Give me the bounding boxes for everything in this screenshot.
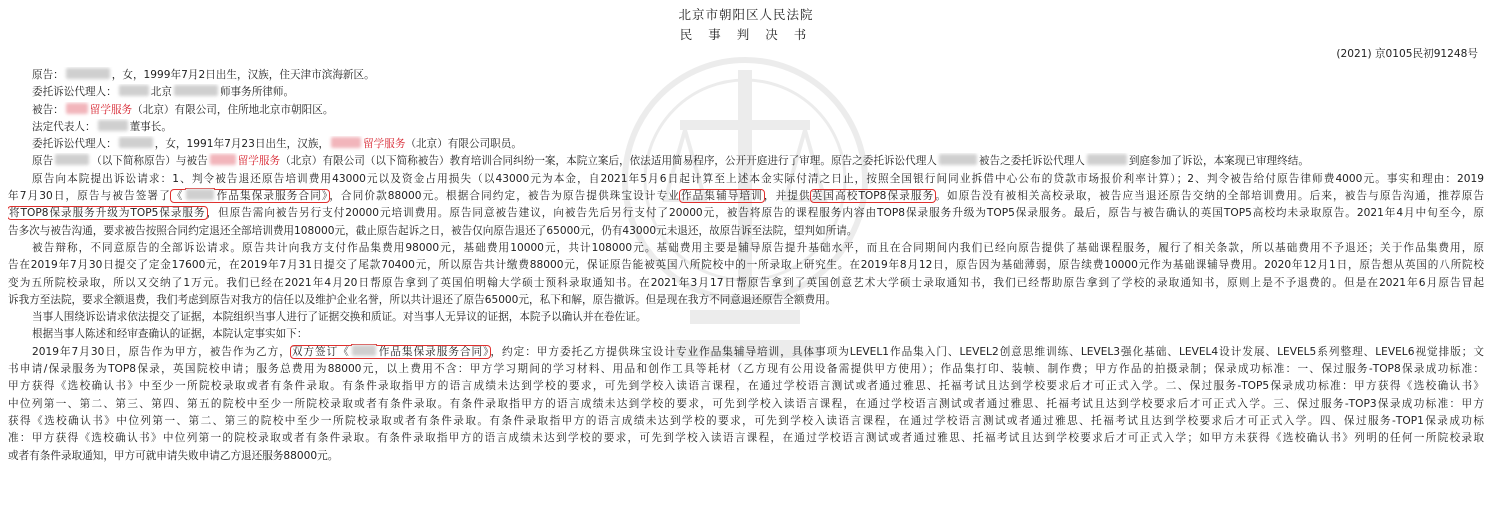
- redacted-name: [66, 68, 110, 79]
- paragraph-line: 年7月30日，原告与被告签署了《 作品集保录服务合同》，合同价款88000元。根据合同约定，被告为原告提供珠宝设计专业作品集辅导培训，并提供英国高校TOP8保录服务。如原告没有被相关高校录取，被告应当退还原告交纳的全部培训费用。后来，被告与原告沟通，推荐原告: [8, 190, 1484, 203]
- highlight-top5-upgrade: 将TOP8保录服务升级为TOP5保录服务: [9, 207, 206, 220]
- legal-representative-line: 法定代表人： 董事长。: [32, 120, 172, 133]
- redacted-company: [331, 137, 361, 148]
- paragraph-line: 当事人围绕诉讼请求依法提交了证据，本院组织当事人进行了证据交换和质证。对当事人无异议的证据，本院予以确认并在卷佐证。: [32, 311, 647, 324]
- paragraph-line: 告在2019年7月30日提交了定金17600元，在2019年7月31日提交了尾款70400元，所以原告共计缴费88000元，保证原告能被英国八所院校中的一所录取上研究生。在2019年8月12日，原告因为基础薄弱，原告续费10000元作为基础课辅导费用。2020年12月1日，原告想从英国的八所院校: [8, 259, 1484, 272]
- case-intro-line: 原告 （以下简称原告）与被告 留学服务（北京）有限公司（以下简称被告）教育培训合同纠纷一案，本院立案后，依法适用简易程序，公开开庭进行了审理。原告之委托诉讼代理人 被告之委托诉讼代理人 到庭参加了诉讼，本案现已审理终结。: [32, 155, 1309, 168]
- redacted-name: [119, 85, 149, 96]
- redacted-company: [210, 154, 236, 165]
- redacted-name: [1087, 154, 1127, 165]
- redacted-name: [55, 154, 89, 165]
- paragraph-line: 告多次与被告沟通，要求被告按照合同约定退还全部培训费用108000元，截止原告起诉之日，被告仅向原告退还了65000元，仍有43000元未退还，故原告诉至法院，望判如所请。: [8, 224, 858, 237]
- paragraph-line: 被告辩称，不同意原告的全部诉讼请求。原告共计向我方支付作品集费用98000元，基础费用10000元，共计108000元。基础费用主要是辅导原告提升基础水平，而且在合同期间内我们已经向原告提供了基础课程服务，履行了相关条款，所以基础费用不予退还；关于作品集费用，原: [32, 241, 1484, 254]
- paragraph-line: 中位列第一、第二、第三、第四、第五的院校中至少一所院校录取或者有条件录取。有条件录取指甲方的语言成绩未达到学校的要求，可先到学校入读语言课程，在通过学校语言测试或者通过雅思、托福考试且达到学校要求后才可正式入学。三、保过服务-TOP3保录成功标准：甲方: [8, 397, 1484, 410]
- redacted-name: [119, 137, 153, 148]
- plaintiff-agent-line: 委托诉讼代理人： 北京 师事务所律师。: [32, 86, 295, 99]
- judgment-body: [8, 67, 1484, 465]
- plaintiff-line: 原告： ，女，1999年7月2日出生，汉族，住天津市滨海新区。: [32, 69, 375, 81]
- paragraph-line: 原告向本院提出诉讼请求：1、判令被告退还原告培训费用43000元以及资金占用损失（以43000元为本金，自2021年5月6日起计算至上述本金实际付清之日止，按照全国银行间同业拆借中心公布的贷款市场报价利率计算）；2、判令被告给付原告律师费4000元。事实和理由：2019: [32, 172, 1484, 185]
- defendant-line: 被告： 留学服务（北京）有限公司，住所地北京市朝阳区。: [32, 103, 334, 116]
- highlight-contract-signing: 双方签订《 作品集保录服务合同》: [291, 345, 490, 358]
- paragraph-line: 将TOP8保录服务升级为TOP5保录服务，但原告需向被告另行支付20000元培训费用。原告同意被告建议，向被告先后另行支付了20000元，被告将原告的课程服务内容由TOP8保录服务升级为TOP5保录服务。最后，原告与被告确认的英国TOP5高校均未录取原告。2021年4月中旬至今，原: [9, 207, 1484, 220]
- highlight-portfolio-training: 作品集辅导培训: [680, 190, 763, 203]
- paragraph-line: 根据当事人陈述和经审查确认的证据，本院认定事实如下：: [32, 328, 308, 341]
- redacted-company: [66, 103, 88, 114]
- redacted-company: [352, 345, 376, 356]
- case-number: (2021) 京0105民初91248号: [1336, 48, 1478, 60]
- paragraph-line: 诉我方至法院，要求全额退费，我们考虑到原告对我方的信任以及维护企业名誉，所以共计退还了原告65000元，私下和解，原告撤诉。但是现在我方不同意退还原告全额费用。: [8, 293, 837, 306]
- defendant-agent-line: 委托诉讼代理人： ，女，1991年7月23日出生，汉族， 留学服务（北京）有限公司职员。: [32, 138, 522, 151]
- paragraph-line: 准：甲方获得《选校确认书》中位列第一的院校录取或者有条件录取。有条件录取指甲方的语言成绩未达到学校的要求，可先到学校入读语言课程，在通过学校语言测试或者通过雅思、托福考试且达到学校要求后才可正式入学；如甲方未获得《选校确认书》列明的任何一所院校录取: [8, 432, 1484, 445]
- paragraph-line: 甲方获得《选校确认书》中至少一所院校录取或者有条件录取。有条件录取指甲方的语言成绩未达到学校的要求，可先到学校入读语言课程，在通过学校语言测试或者通过雅思、托福考试且达到学校要求后才可正式入学。二、保过服务-TOP5保录成功标准：甲方获得《选校确认书》: [8, 380, 1484, 393]
- redacted-name: [98, 120, 128, 131]
- highlight-contract-name: 《 作品集保录服务合同》: [171, 190, 329, 203]
- paragraph-line: 书申请/保录服务为TOP8保录，英国院校申请；服务总费用为88000元，以上费用不含：甲方学习期间的学习材料、用品和创作工具等耗材（乙方现有公用设备需提供甲方使用）；作品集打印、装帧、制作费；甲方作品的拍摄录制；保录成功标准：一、保过服务-TOP8保录成功标准：: [8, 363, 1484, 376]
- highlight-top8-service: 英国高校TOP8保录服务: [811, 190, 935, 203]
- paragraph-line: 获得《选校确认书》中位列第一、第二、第三的院校中至少一所院校录取或者有条件录取。有条件录取指甲方的语言成绩未达到学校的要求，可先到学校入读语言课程，在通过学校语言测试或者通过雅思、托福考试且达到学校要求后才可正式入学。四、保过服务-TOP1保录成功标: [8, 414, 1484, 427]
- document-type: 民 事 判 决 书: [679, 27, 813, 42]
- redacted-name: [939, 154, 977, 165]
- paragraph-line: 变为五所院校录取，所以又交纳了1万元。我们已经在2021年4月20日帮原告拿到了英国伯明翰大学硕士预科录取通知书。在2021年3月17日帮原告拿到了英国创意艺术大学硕士录取通知书，我们已经帮助原告拿到了学校的录取通知书，原则上是不予退费的。但是在2021年6月原告冒起: [8, 276, 1484, 289]
- paragraph-line: 或者有条件录取通知，甲方可就申请失败申请乙方退还服务88000元。: [8, 449, 339, 462]
- redacted-company: [186, 189, 214, 200]
- court-name: 北京市朝阳区人民法院: [678, 7, 814, 22]
- paragraph-line: 2019年7月30日，原告作为甲方，被告作为乙方，双方签订《 作品集保录服务合同》，约定：甲方委托乙方提供珠宝设计专业作品集辅导培训，具体事项为LEVEL1作品集入门、LEVEL2创意思维训练、LEVEL3强化基础、LEVEL4设计发展、LEVEL5系列整理、LEVEL6视觉排版；文: [32, 345, 1484, 358]
- redacted-firm: [174, 85, 218, 96]
